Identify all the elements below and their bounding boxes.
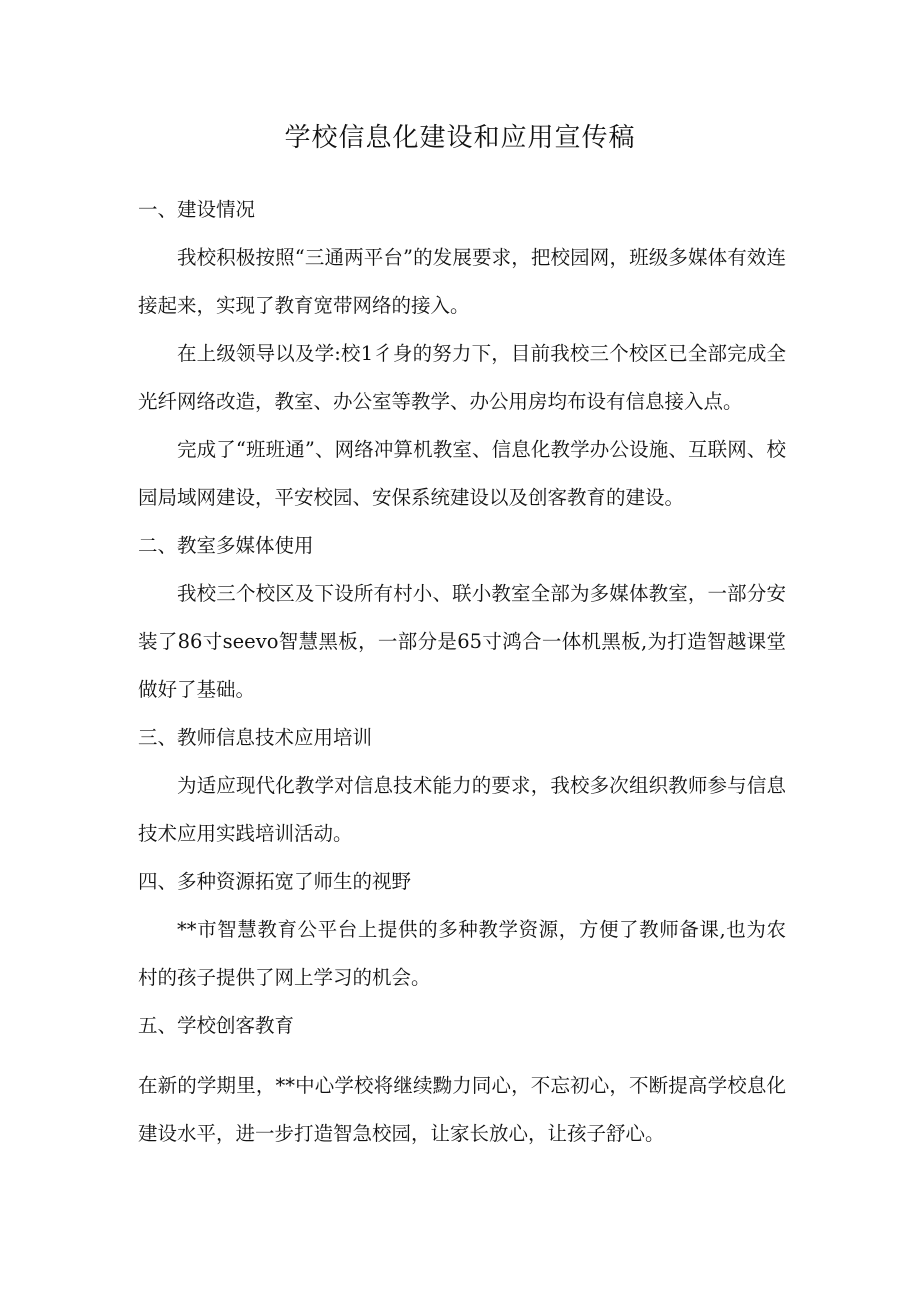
section-construction: [138, 186, 786, 522]
paragraph: 为适应现代化教学对信息技术能力的要求，我校多次组织教师参与信息技术应用实践培训活动。: [138, 774, 786, 845]
section-heading: 二、教室多媒体使用: [138, 534, 314, 557]
section-heading: 四、多种资源拓宽了师生的视野: [138, 870, 412, 893]
paragraph: 完成了“班班通”、网络冲算机教室、信息化教学办公设施、互联网、校园局域网建设，平安校园、安保系统建设以及创客教育的建设。: [138, 438, 786, 509]
section-resources: [138, 858, 786, 1002]
section-heading: 一、建设情况: [138, 198, 256, 221]
section-heading: 三、教师信息技术应用培训: [138, 726, 373, 749]
section-classroom-multimedia: [138, 522, 786, 714]
paragraph: 我校三个校区及下设所有村小、联小教室全部为多媒体教室，一部分安装了86寸seevo智慧黑板，一部分是65寸鸿合一体机黑板,为打造智越课堂做好了基础。: [138, 582, 786, 701]
section-maker-education: [138, 1002, 786, 1050]
document-body: [138, 186, 786, 1158]
paragraph: 在上级领导以及学:校1彳身的努力下，目前我校三个校区已全部完成全光纤网络改造，教室、办公室等教学、办公用房均布设有信息接入点。: [138, 342, 786, 413]
section-heading: 五、学校创客教育: [138, 1014, 295, 1037]
closing-paragraph: 在新的学期里，**中心学校将继续黝力同心，不忘初心，不断提高学校息化建设水平，进一步打造智急校园，让家长放心，让孩子舒心。: [138, 1074, 786, 1145]
paragraph: 我校积极按照“三通两平台”的发展要求，把校园网，班级多媒体有效连接起来，实现了教育宽带网络的接入。: [138, 246, 786, 317]
document-title: 学校信息化建设和应用宣传稿: [284, 123, 636, 153]
section-teacher-training: [138, 714, 786, 858]
paragraph: **市智慧教育公平台上提供的多种教学资源，方便了教师备课,也为农村的孩子提供了网上学习的机会。: [138, 918, 786, 989]
